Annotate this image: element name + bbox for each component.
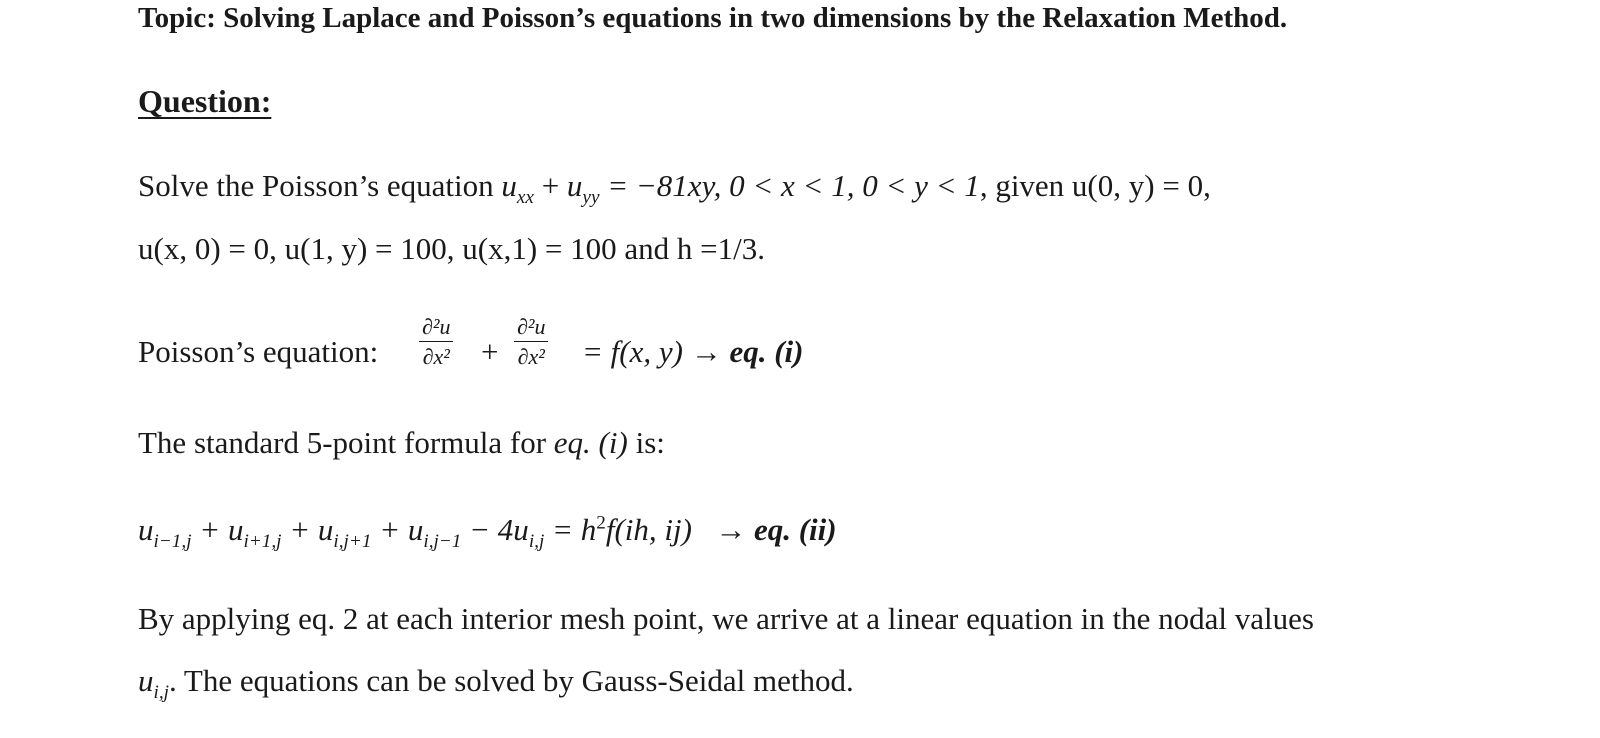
equation-label-i: eq. (i) xyxy=(729,334,804,369)
uxx-subscript: xx xyxy=(516,187,534,209)
apply-paragraph-line-1: By applying eq. 2 at each interior mesh point, we arrive at a linear equation in the nodal values xyxy=(138,601,1314,636)
h-squared-exponent: 2 xyxy=(596,512,606,534)
boundary-conditions-start: , given u(0, y) = 0, xyxy=(979,168,1211,203)
question-heading: Question: xyxy=(138,83,272,119)
question-line-2: u(x, 0) = 0, u(1, y) = 100, u(x,1) = 100 and h =1/3. xyxy=(138,231,765,266)
fraction-d2u-dx2-first xyxy=(419,316,453,368)
term-subscript: i,j xyxy=(528,531,545,553)
topic-heading: Topic: Solving Laplace and Poisson’s equations in two dimensions by the Relaxation Method. xyxy=(138,2,1288,34)
term-subscript: i−1,j xyxy=(153,531,192,553)
fraction-d2u-dx2-second xyxy=(514,316,548,368)
poisson-label: Poisson’s equation: xyxy=(138,334,379,369)
plus-sign: + xyxy=(481,334,499,369)
equals-h: = h xyxy=(544,512,597,547)
term-subscript: i,j+1 xyxy=(333,531,372,553)
term-u: + u xyxy=(191,512,244,547)
term-u: − 4u xyxy=(461,512,529,547)
five-point-formula xyxy=(138,512,837,553)
plus-sign: + xyxy=(533,168,567,203)
apply-line-2-text: . The equations can be solved by Gauss-Seidal method. xyxy=(168,663,854,698)
arrow-icon: → xyxy=(682,334,730,369)
standard-prefix: The standard 5-point formula for xyxy=(138,425,554,460)
standard-formula-intro xyxy=(138,427,665,458)
uyy-symbol: u xyxy=(566,168,583,203)
question-line-1 xyxy=(138,168,1211,209)
fraction-numerator: ∂²u xyxy=(419,316,453,342)
five-point-rhs: f(ih, ij) xyxy=(605,512,692,547)
term-u: + u xyxy=(281,512,334,547)
poisson-rhs-group xyxy=(582,336,803,367)
fraction-denominator: ∂x² xyxy=(517,344,545,369)
term-u: u xyxy=(138,512,154,547)
term-subscript: i+1,j xyxy=(243,531,282,553)
equation-rhs: = −81xy, 0 < x < 1, 0 < y < 1 xyxy=(599,168,980,203)
equation-reference: eq. (i) xyxy=(553,425,628,460)
fraction-denominator: ∂x² xyxy=(422,344,450,369)
fraction-numerator: ∂²u xyxy=(514,316,548,342)
standard-suffix: is: xyxy=(627,425,665,460)
question-intro: Solve the Poisson’s equation xyxy=(138,168,502,203)
term-subscript: i,j−1 xyxy=(423,531,462,553)
nodal-value-subscript: i,j xyxy=(153,682,169,704)
apply-paragraph-line-2 xyxy=(138,663,854,704)
equation-label-ii: eq. (ii) xyxy=(753,512,837,547)
nodal-value-u: u xyxy=(138,663,154,698)
term-u: + u xyxy=(371,512,424,547)
uxx-symbol: u xyxy=(501,168,517,203)
poisson-rhs: = f(x, y) xyxy=(582,334,683,369)
uyy-subscript: yy xyxy=(582,187,600,209)
arrow-icon: → xyxy=(691,512,754,547)
